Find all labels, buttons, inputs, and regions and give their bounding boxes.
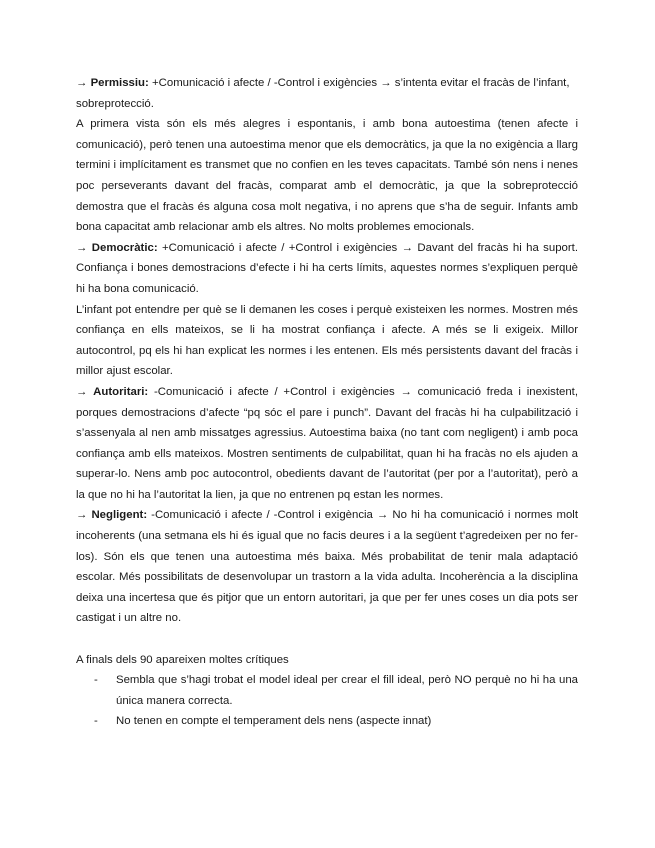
style-name: Democràtic: xyxy=(91,241,158,254)
bullet-dash: - xyxy=(94,715,98,728)
style-summary: -Comunicació i afecte / -Control i exigència → No hi ha comunicació i normes molt incoherents (una setmana els hi és igual que no facis deures i a la següent t’agredeixen per no fer-los). Són els que tenen una autoestima més baixa. Més probabilitat de tenir mala adaptació escolar. Més possibilitats de desenvolupar un trastorn a la vida adulta. Incoherència a la disciplina deixa una incertesa que és pitjor que un entorn autoritari, ja que per fer unes coses un dia pots ser castigat i un altre no. xyxy=(76,509,579,625)
style-summary: +Comunicació i afecte / +Control i exigències → Davant del fracàs hi ha suport. Confiança i bones demostracions d’efecte i hi ha certs límits, aquestes normes s’expliquen perquè hi ha bona comunicació. xyxy=(76,241,578,295)
arrow-glyph: → xyxy=(76,77,88,89)
style-permissiu-paragraph: A primera vista són els més alegres i espontanis, i amb bona autoestima (tenen afecte i comunicació), però tenen una autoestima menor que els democràtics, ja que la no exigència a llarg termini i implícitament es transmet que no confien en les teves capacitats. També són nens i nenes poc perseverants davant del fracàs, comparat amb el democràtic, ja que la sobreprotecció demostra que el fracàs és alguna cosa molt negativa, i no aprens que s’ha de seguir. Infants amb bona capacitat amb relacionar amb els altres. No molts problemes emocionals. xyxy=(76,118,578,234)
style-name: Negligent: xyxy=(91,509,148,522)
style-democratic-paragraph: L’infant pot entendre per què se li demanen les coses i perquè existeixen les normes. Mostren més confiança en ells mateixos, se li ha mostrat confiança i afecte. A més se li exigeix. Millor autocontrol, pq els hi han explicat les normes i les entenen. Els més persistents davant del fracàs i millor ajust escolar. xyxy=(76,303,578,378)
style-negligent-heading xyxy=(76,505,578,629)
arrow-glyph: → xyxy=(76,509,88,522)
style-democratic-heading xyxy=(76,238,578,300)
style-autoritari-heading xyxy=(76,382,578,506)
style-permissiu-heading xyxy=(76,73,578,114)
critiques-intro: A finals dels 90 apareixen moltes crítiques xyxy=(76,653,289,666)
style-summary: -Comunicació i afecte / +Control i exigències → comunicació freda i inexistent, porques demostracions d’afecte “pq sóc el pare i punch”. Davant del fracàs hi ha culpabilització i s’assenyala al nen amb missatges agressius. Autoestima baixa (no tant com negligent) i amb poca confiança amb ells mateixos. Mostren sentiments de culpabilitat, quan hi ha fracàs no els ajuden a superar-lo. Nens amb poc autocontrol, obedients davant de l’autoritat (per por a l’autoritat), però a la que no hi ha l’autoritat la lien, ja que no entrenen pq estan les normes. xyxy=(76,385,578,501)
critique-item xyxy=(76,711,578,732)
critique-text: Sembla que s’hagi trobat el model ideal per crear el fill ideal, però NO perquè no hi ha una única manera correcta. xyxy=(116,674,578,707)
style-summary: +Comunicació i afecte / -Control i exigències → s’intenta evitar el fracàs de l’infant, sobreprotecció. xyxy=(76,77,570,110)
style-name: Permissiu: xyxy=(90,77,149,89)
style-name: Autoritari: xyxy=(93,385,149,398)
blank-line xyxy=(76,629,578,650)
critique-item xyxy=(76,670,578,711)
critiques-list xyxy=(76,670,578,732)
arrow-glyph: → xyxy=(76,385,88,398)
bullet-dash: - xyxy=(94,674,98,687)
document-body xyxy=(76,73,578,732)
critique-text: No tenen en compte el temperament dels nens (aspecte innat) xyxy=(116,715,432,728)
arrow-glyph: → xyxy=(76,241,88,254)
